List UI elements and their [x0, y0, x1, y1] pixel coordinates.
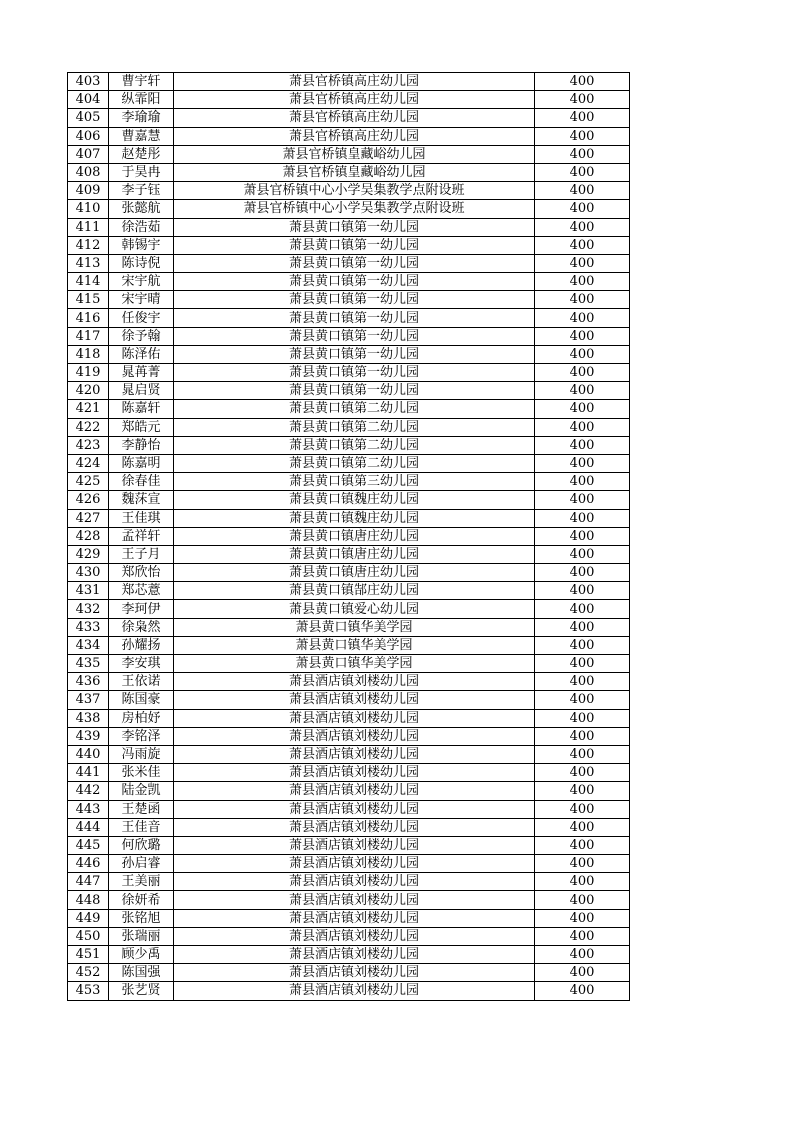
row-number-cell: 429 [68, 545, 109, 563]
table-row [68, 91, 630, 109]
school-name-cell: 萧县官桥镇高庄幼儿园 [174, 109, 535, 127]
amount-cell: 400 [535, 909, 630, 927]
table-row [68, 382, 630, 400]
amount-cell: 400 [535, 182, 630, 200]
school-name-cell: 萧县酒店镇刘楼幼儿园 [174, 982, 535, 1000]
student-name-cell: 顾少禹 [109, 946, 174, 964]
student-name-cell: 张米佳 [109, 764, 174, 782]
row-number-cell: 419 [68, 364, 109, 382]
row-number-cell: 433 [68, 618, 109, 636]
amount-cell: 400 [535, 491, 630, 509]
student-name-cell: 晁苒菁 [109, 364, 174, 382]
school-name-cell: 萧县官桥镇皇藏峪幼儿园 [174, 145, 535, 163]
student-name-cell: 李安琪 [109, 655, 174, 673]
table-row [68, 964, 630, 982]
row-number-cell: 453 [68, 982, 109, 1000]
row-number-cell: 412 [68, 236, 109, 254]
amount-cell: 400 [535, 418, 630, 436]
table-row [68, 200, 630, 218]
row-number-cell: 424 [68, 454, 109, 472]
school-name-cell: 萧县黄口镇唐庄幼儿园 [174, 564, 535, 582]
school-name-cell: 萧县黄口镇郜庄幼儿园 [174, 582, 535, 600]
amount-cell: 400 [535, 764, 630, 782]
student-name-cell: 何欣璐 [109, 836, 174, 854]
student-name-cell: 韩锡宇 [109, 236, 174, 254]
amount-cell: 400 [535, 509, 630, 527]
table-row [68, 145, 630, 163]
school-name-cell: 萧县酒店镇刘楼幼儿园 [174, 673, 535, 691]
amount-cell: 400 [535, 873, 630, 891]
amount-cell: 400 [535, 673, 630, 691]
row-number-cell: 427 [68, 509, 109, 527]
school-name-cell: 萧县黄口镇爱心幼儿园 [174, 600, 535, 618]
row-number-cell: 445 [68, 836, 109, 854]
table-row [68, 709, 630, 727]
school-name-cell: 萧县黄口镇唐庄幼儿园 [174, 545, 535, 563]
amount-cell: 400 [535, 473, 630, 491]
school-name-cell: 萧县酒店镇刘楼幼儿园 [174, 745, 535, 763]
table-row [68, 909, 630, 927]
table-row [68, 291, 630, 309]
row-number-cell: 437 [68, 691, 109, 709]
school-name-cell: 萧县黄口镇第一幼儿园 [174, 218, 535, 236]
amount-cell: 400 [535, 309, 630, 327]
student-name-cell: 郑皓元 [109, 418, 174, 436]
amount-cell: 400 [535, 236, 630, 254]
amount-cell: 400 [535, 400, 630, 418]
student-name-cell: 李铭泽 [109, 727, 174, 745]
student-name-cell: 李珂伊 [109, 600, 174, 618]
school-name-cell: 萧县官桥镇中心小学吴集教学点附设班 [174, 200, 535, 218]
amount-cell: 400 [535, 545, 630, 563]
row-number-cell: 428 [68, 527, 109, 545]
school-name-cell: 萧县黄口镇第一幼儿园 [174, 236, 535, 254]
school-name-cell: 萧县官桥镇中心小学吴集教学点附设班 [174, 182, 535, 200]
student-name-cell: 于昊冉 [109, 163, 174, 181]
table-row [68, 564, 630, 582]
table-row [68, 600, 630, 618]
amount-cell: 400 [535, 836, 630, 854]
amount-cell: 400 [535, 436, 630, 454]
student-name-cell: 冯雨旋 [109, 745, 174, 763]
table-row [68, 273, 630, 291]
student-name-cell: 孙启睿 [109, 855, 174, 873]
school-name-cell: 萧县黄口镇第三幼儿园 [174, 473, 535, 491]
school-name-cell: 萧县黄口镇唐庄幼儿园 [174, 527, 535, 545]
student-name-cell: 魏莯宣 [109, 491, 174, 509]
student-name-cell: 曹宇轩 [109, 73, 174, 91]
student-name-cell: 赵楚彤 [109, 145, 174, 163]
table-row [68, 163, 630, 181]
student-name-cell: 徐枭然 [109, 618, 174, 636]
school-name-cell: 萧县黄口镇华美学园 [174, 636, 535, 654]
amount-cell: 400 [535, 145, 630, 163]
student-name-cell: 宋宇晴 [109, 291, 174, 309]
student-name-cell: 徐予翰 [109, 327, 174, 345]
amount-cell: 400 [535, 273, 630, 291]
school-name-cell: 萧县酒店镇刘楼幼儿园 [174, 727, 535, 745]
student-name-cell: 宋宇航 [109, 273, 174, 291]
row-number-cell: 421 [68, 400, 109, 418]
school-name-cell: 萧县黄口镇第一幼儿园 [174, 327, 535, 345]
table-row [68, 946, 630, 964]
student-name-cell: 王佳琪 [109, 509, 174, 527]
table-row [68, 327, 630, 345]
row-number-cell: 431 [68, 582, 109, 600]
amount-cell: 400 [535, 655, 630, 673]
school-name-cell: 萧县官桥镇高庄幼儿园 [174, 73, 535, 91]
amount-cell: 400 [535, 946, 630, 964]
row-number-cell: 414 [68, 273, 109, 291]
student-name-cell: 陈泽佑 [109, 345, 174, 363]
amount-cell: 400 [535, 254, 630, 272]
student-name-cell: 王楚函 [109, 800, 174, 818]
row-number-cell: 408 [68, 163, 109, 181]
table-row [68, 545, 630, 563]
amount-cell: 400 [535, 163, 630, 181]
table-row [68, 800, 630, 818]
amount-cell: 400 [535, 564, 630, 582]
table-row [68, 727, 630, 745]
student-name-cell: 张艺贤 [109, 982, 174, 1000]
table-row [68, 782, 630, 800]
row-number-cell: 415 [68, 291, 109, 309]
table-row [68, 127, 630, 145]
school-name-cell: 萧县酒店镇刘楼幼儿园 [174, 964, 535, 982]
table-row [68, 855, 630, 873]
student-name-cell: 王美丽 [109, 873, 174, 891]
row-number-cell: 405 [68, 109, 109, 127]
table-row [68, 345, 630, 363]
table-row [68, 364, 630, 382]
amount-cell: 400 [535, 91, 630, 109]
table-row [68, 400, 630, 418]
row-number-cell: 448 [68, 891, 109, 909]
row-number-cell: 416 [68, 309, 109, 327]
table-row [68, 636, 630, 654]
row-number-cell: 450 [68, 927, 109, 945]
table-row [68, 254, 630, 272]
amount-cell: 400 [535, 454, 630, 472]
table-row [68, 182, 630, 200]
amount-cell: 400 [535, 891, 630, 909]
school-name-cell: 萧县酒店镇刘楼幼儿园 [174, 709, 535, 727]
table-body [68, 73, 630, 1001]
row-number-cell: 423 [68, 436, 109, 454]
school-name-cell: 萧县黄口镇第二幼儿园 [174, 436, 535, 454]
school-name-cell: 萧县酒店镇刘楼幼儿园 [174, 691, 535, 709]
table-row [68, 454, 630, 472]
school-name-cell: 萧县黄口镇第二幼儿园 [174, 454, 535, 472]
school-name-cell: 萧县黄口镇第二幼儿园 [174, 418, 535, 436]
row-number-cell: 441 [68, 764, 109, 782]
student-name-cell: 李静怡 [109, 436, 174, 454]
amount-cell: 400 [535, 600, 630, 618]
row-number-cell: 420 [68, 382, 109, 400]
school-name-cell: 萧县酒店镇刘楼幼儿园 [174, 909, 535, 927]
school-name-cell: 萧县黄口镇华美学园 [174, 618, 535, 636]
school-name-cell: 萧县官桥镇皇藏峪幼儿园 [174, 163, 535, 181]
student-name-cell: 晁启贤 [109, 382, 174, 400]
table-row [68, 618, 630, 636]
row-number-cell: 444 [68, 818, 109, 836]
school-name-cell: 萧县官桥镇高庄幼儿园 [174, 127, 535, 145]
table-row [68, 491, 630, 509]
student-name-cell: 陈国强 [109, 964, 174, 982]
student-name-cell: 李瑜瑜 [109, 109, 174, 127]
row-number-cell: 430 [68, 564, 109, 582]
amount-cell: 400 [535, 927, 630, 945]
row-number-cell: 406 [68, 127, 109, 145]
table-row [68, 473, 630, 491]
row-number-cell: 411 [68, 218, 109, 236]
student-name-cell: 曹嘉慧 [109, 127, 174, 145]
school-name-cell: 萧县黄口镇第一幼儿园 [174, 345, 535, 363]
student-name-cell: 孟祥轩 [109, 527, 174, 545]
amount-cell: 400 [535, 218, 630, 236]
student-name-cell: 郑欣怡 [109, 564, 174, 582]
row-number-cell: 436 [68, 673, 109, 691]
school-name-cell: 萧县黄口镇第一幼儿园 [174, 364, 535, 382]
row-number-cell: 404 [68, 91, 109, 109]
school-name-cell: 萧县酒店镇刘楼幼儿园 [174, 946, 535, 964]
school-name-cell: 萧县黄口镇第二幼儿园 [174, 400, 535, 418]
school-name-cell: 萧县黄口镇魏庄幼儿园 [174, 509, 535, 527]
table-row [68, 436, 630, 454]
school-name-cell: 萧县黄口镇第一幼儿园 [174, 254, 535, 272]
school-name-cell: 萧县黄口镇第一幼儿园 [174, 273, 535, 291]
student-name-cell: 王佳音 [109, 818, 174, 836]
amount-cell: 400 [535, 782, 630, 800]
school-name-cell: 萧县黄口镇第一幼儿园 [174, 291, 535, 309]
row-number-cell: 426 [68, 491, 109, 509]
table-row [68, 691, 630, 709]
table-row [68, 582, 630, 600]
table-row [68, 764, 630, 782]
table-row [68, 673, 630, 691]
row-number-cell: 440 [68, 745, 109, 763]
row-number-cell: 452 [68, 964, 109, 982]
table-row [68, 818, 630, 836]
row-number-cell: 451 [68, 946, 109, 964]
school-name-cell: 萧县酒店镇刘楼幼儿园 [174, 836, 535, 854]
table-row [68, 309, 630, 327]
table-row [68, 418, 630, 436]
row-number-cell: 407 [68, 145, 109, 163]
table-row [68, 745, 630, 763]
amount-cell: 400 [535, 527, 630, 545]
student-name-cell: 陈国豪 [109, 691, 174, 709]
amount-cell: 400 [535, 382, 630, 400]
student-name-cell: 房柏妤 [109, 709, 174, 727]
school-name-cell: 萧县酒店镇刘楼幼儿园 [174, 764, 535, 782]
school-name-cell: 萧县黄口镇魏庄幼儿园 [174, 491, 535, 509]
row-number-cell: 432 [68, 600, 109, 618]
student-name-cell: 王依诺 [109, 673, 174, 691]
amount-cell: 400 [535, 345, 630, 363]
amount-cell: 400 [535, 855, 630, 873]
amount-cell: 400 [535, 127, 630, 145]
school-name-cell: 萧县黄口镇华美学园 [174, 655, 535, 673]
amount-cell: 400 [535, 327, 630, 345]
student-name-cell: 张瑞丽 [109, 927, 174, 945]
school-name-cell: 萧县官桥镇高庄幼儿园 [174, 91, 535, 109]
amount-cell: 400 [535, 200, 630, 218]
student-name-cell: 郑芯薏 [109, 582, 174, 600]
school-name-cell: 萧县酒店镇刘楼幼儿园 [174, 782, 535, 800]
school-name-cell: 萧县酒店镇刘楼幼儿园 [174, 800, 535, 818]
amount-cell: 400 [535, 964, 630, 982]
student-name-cell: 陈诗倪 [109, 254, 174, 272]
student-name-cell: 徐妍希 [109, 891, 174, 909]
amount-cell: 400 [535, 818, 630, 836]
amount-cell: 400 [535, 364, 630, 382]
student-name-cell: 任俊宇 [109, 309, 174, 327]
amount-cell: 400 [535, 982, 630, 1000]
amount-cell: 400 [535, 800, 630, 818]
table-row [68, 982, 630, 1000]
row-number-cell: 447 [68, 873, 109, 891]
row-number-cell: 438 [68, 709, 109, 727]
student-name-cell: 孙耀扬 [109, 636, 174, 654]
row-number-cell: 410 [68, 200, 109, 218]
row-number-cell: 443 [68, 800, 109, 818]
table-row [68, 73, 630, 91]
table-row [68, 109, 630, 127]
amount-cell: 400 [535, 709, 630, 727]
table-row [68, 891, 630, 909]
amount-cell: 400 [535, 691, 630, 709]
row-number-cell: 435 [68, 655, 109, 673]
amount-cell: 400 [535, 291, 630, 309]
amount-cell: 400 [535, 636, 630, 654]
student-name-cell: 陈嘉轩 [109, 400, 174, 418]
row-number-cell: 409 [68, 182, 109, 200]
student-name-cell: 王子月 [109, 545, 174, 563]
school-name-cell: 萧县酒店镇刘楼幼儿园 [174, 818, 535, 836]
row-number-cell: 449 [68, 909, 109, 927]
school-name-cell: 萧县黄口镇第一幼儿园 [174, 309, 535, 327]
row-number-cell: 425 [68, 473, 109, 491]
table-row [68, 527, 630, 545]
row-number-cell: 418 [68, 345, 109, 363]
student-name-cell: 张懿航 [109, 200, 174, 218]
amount-cell: 400 [535, 618, 630, 636]
table-row [68, 873, 630, 891]
row-number-cell: 422 [68, 418, 109, 436]
student-name-cell: 陆金凯 [109, 782, 174, 800]
row-number-cell: 439 [68, 727, 109, 745]
school-name-cell: 萧县酒店镇刘楼幼儿园 [174, 891, 535, 909]
table-row [68, 236, 630, 254]
student-name-cell: 李子钰 [109, 182, 174, 200]
row-number-cell: 417 [68, 327, 109, 345]
student-name-cell: 徐春佳 [109, 473, 174, 491]
row-number-cell: 413 [68, 254, 109, 272]
amount-cell: 400 [535, 109, 630, 127]
table-row [68, 927, 630, 945]
table-row [68, 655, 630, 673]
student-name-cell: 徐浩茹 [109, 218, 174, 236]
amount-cell: 400 [535, 727, 630, 745]
row-number-cell: 446 [68, 855, 109, 873]
subsidy-table [67, 72, 630, 1001]
row-number-cell: 403 [68, 73, 109, 91]
school-name-cell: 萧县酒店镇刘楼幼儿园 [174, 927, 535, 945]
row-number-cell: 434 [68, 636, 109, 654]
table-row [68, 836, 630, 854]
table-row [68, 218, 630, 236]
amount-cell: 400 [535, 582, 630, 600]
row-number-cell: 442 [68, 782, 109, 800]
school-name-cell: 萧县黄口镇第一幼儿园 [174, 382, 535, 400]
student-name-cell: 陈嘉明 [109, 454, 174, 472]
amount-cell: 400 [535, 73, 630, 91]
table-row [68, 509, 630, 527]
student-name-cell: 纵霏阳 [109, 91, 174, 109]
school-name-cell: 萧县酒店镇刘楼幼儿园 [174, 873, 535, 891]
amount-cell: 400 [535, 745, 630, 763]
student-name-cell: 张铭旭 [109, 909, 174, 927]
school-name-cell: 萧县酒店镇刘楼幼儿园 [174, 855, 535, 873]
